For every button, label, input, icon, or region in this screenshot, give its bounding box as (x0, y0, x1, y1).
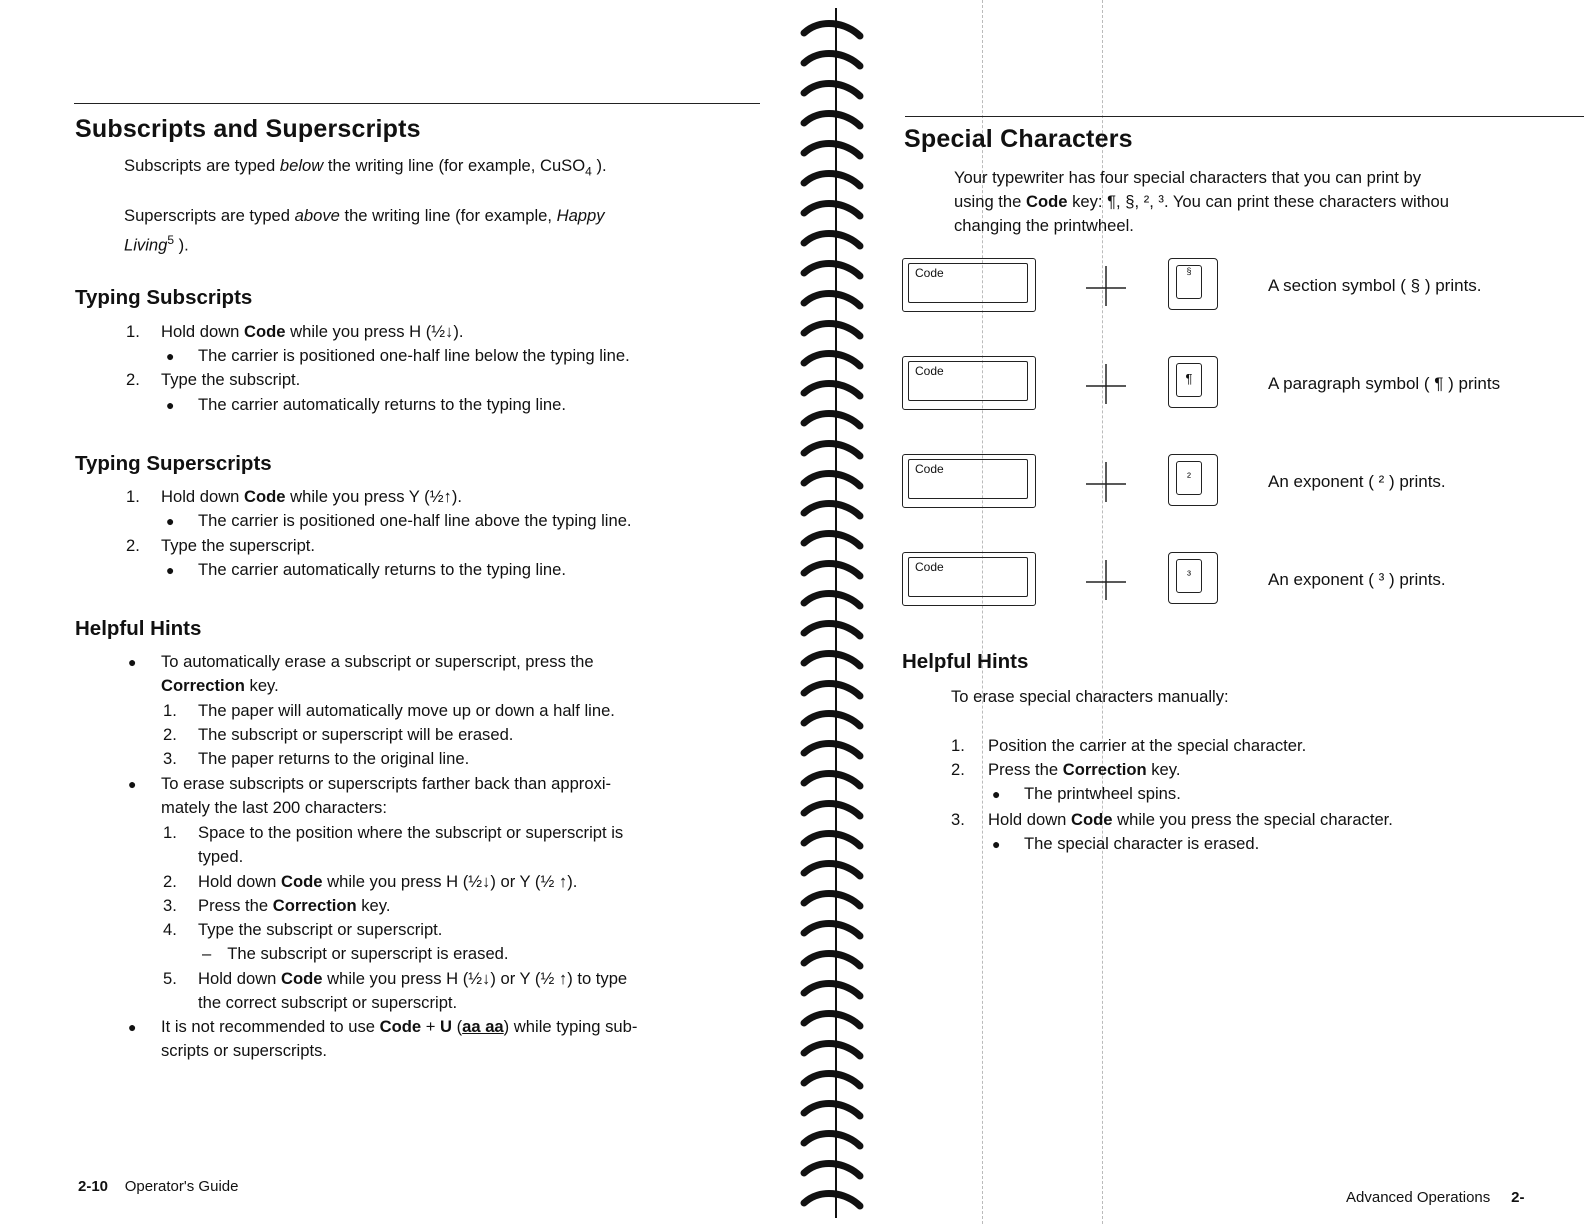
spiral-rings (790, 8, 870, 1218)
bullet-dot: ● (128, 654, 137, 670)
spiral-binding (790, 8, 870, 1218)
step-text: Space to the position where the subscript or superscript is (198, 823, 624, 842)
code-key: Code (902, 454, 1036, 508)
plus-icon (1086, 462, 1126, 502)
step-text: The paper returns to the original line. (198, 749, 470, 768)
section-key: § (1168, 258, 1218, 310)
step-text: Hold down Code while you press H (½↓) or Y (½ ↑) to type (198, 969, 628, 988)
bullet-dot: ● (166, 348, 175, 364)
right-helpful-hints-heading: Helpful Hints (902, 650, 1029, 673)
typing-superscripts-heading: Typing Superscripts (75, 452, 272, 475)
dash-text: – The subscript or superscript is erased. (202, 944, 509, 963)
bullet-dot: ● (166, 397, 175, 413)
step-text: Type the subscript or superscript. (198, 920, 443, 939)
bullet-dot: ● (166, 513, 175, 529)
superscript-intro-cont: Living$^5$ ). (124, 233, 189, 255)
step-text: Hold down Code while you press the special character. (988, 810, 1393, 829)
hint-text: It is not recommended to use Code + U (aa aa) while typing sub- (161, 1017, 638, 1036)
bullet-dot: ● (128, 1019, 137, 1035)
step-number: 4. (163, 920, 177, 939)
special-intro: using the Code key: ¶, §, ², ³. You can print these characters withou (954, 192, 1449, 211)
step-text: Press the Correction key. (198, 896, 391, 915)
paragraph-key: ¶ (1168, 356, 1218, 408)
step-number: 3. (163, 896, 177, 915)
bullet-text: The printwheel spins. (1024, 784, 1181, 803)
top-rule (74, 103, 760, 104)
step-number: 1. (126, 322, 140, 341)
step-number: 1. (163, 701, 177, 720)
key-description: A section symbol ( § ) prints. (1268, 276, 1482, 295)
hint-text: Correction key. (161, 676, 279, 695)
helpful-hints-heading: Helpful Hints (75, 617, 202, 640)
key-combo-paragraph (902, 356, 1572, 424)
bullet-text: The carrier automatically returns to the typing line. (198, 395, 566, 414)
step-number: 2. (126, 370, 140, 389)
code-key: Code (902, 552, 1036, 606)
step-text: Position the carrier at the special character. (988, 736, 1307, 755)
step-number: 5. (163, 969, 177, 988)
hint-text: mately the last 200 characters: (161, 798, 387, 817)
typing-subscripts-heading: Typing Subscripts (75, 286, 253, 309)
code-key: Code (902, 258, 1036, 312)
left-page (0, 0, 770, 1224)
step-text: Hold down Code while you press H (½↓). (161, 322, 464, 341)
special-intro: changing the printwheel. (954, 216, 1134, 235)
step-number: 2. (163, 872, 177, 891)
bullet-dot: ● (166, 562, 175, 578)
step-text: The subscript or superscript will be erased. (198, 725, 514, 744)
bullet-text: The carrier is positioned one-half line above the typing line. (198, 511, 632, 530)
exponent2-key: ² (1168, 454, 1218, 506)
key-description: An exponent ( ³ ) prints. (1268, 570, 1446, 589)
step-text: Hold down Code while you press Y (½↑). (161, 487, 462, 506)
plus-icon (1086, 560, 1126, 600)
step-number: 3. (951, 810, 965, 829)
step-text: Press the Correction key. (988, 760, 1181, 779)
hint-text: scripts or superscripts. (161, 1041, 327, 1060)
code-key: Code (902, 356, 1036, 410)
key-combo-exponent3 (902, 552, 1572, 620)
step-text: Hold down Code while you press H (½↓) or Y (½ ↑). (198, 872, 578, 891)
step-number: 1. (163, 823, 177, 842)
step-number: 2. (951, 760, 965, 779)
bullet-dot: ● (992, 836, 1001, 852)
subscript-intro: Subscripts are typed below the writing line (for example, CuSO$_4$ ). (124, 156, 607, 179)
bullet-dot: ● (992, 786, 1001, 802)
key-description: A paragraph symbol ( ¶ ) prints (1268, 374, 1501, 393)
step-number: 2. (163, 725, 177, 744)
page-title: Subscripts and Superscripts (75, 115, 421, 143)
right-top-rule (905, 116, 1584, 117)
step-number: 2. (126, 536, 140, 555)
step-number: 3. (163, 749, 177, 768)
left-footer: 2-10 Operator's Guide (78, 1178, 239, 1195)
step-text: Type the subscript. (161, 370, 301, 389)
key-combo-exponent2 (902, 454, 1572, 522)
superscript-intro: Superscripts are typed above the writing line (for example, Happy (124, 206, 605, 225)
special-characters-title: Special Characters (904, 125, 1133, 153)
key-combo-section (902, 258, 1572, 326)
plus-icon (1086, 266, 1126, 306)
hint-text: To erase subscripts or superscripts farther back than approxi- (161, 774, 612, 793)
step-text: The paper will automatically move up or down a half line. (198, 701, 615, 720)
bullet-text: The special character is erased. (1024, 834, 1260, 853)
bullet-text: The carrier is positioned one-half line below the typing line. (198, 346, 630, 365)
exponent3-key: ³ (1168, 552, 1218, 604)
step-text: typed. (198, 847, 244, 866)
special-intro: Your typewriter has four special characters that you can print by (954, 168, 1422, 187)
hints-intro: To erase special characters manually: (951, 687, 1229, 706)
plus-icon (1086, 364, 1126, 404)
key-description: An exponent ( ² ) prints. (1268, 472, 1446, 491)
step-number: 1. (951, 736, 965, 755)
step-text: the correct subscript or superscript. (198, 993, 458, 1012)
bullet-text: The carrier automatically returns to the typing line. (198, 560, 566, 579)
hint-text: To automatically erase a subscript or superscript, press the (161, 652, 594, 671)
step-number: 1. (126, 487, 140, 506)
bullet-dot: ● (128, 776, 137, 792)
right-footer: Advanced Operations 2- (1346, 1189, 1525, 1206)
step-text: Type the superscript. (161, 536, 316, 555)
